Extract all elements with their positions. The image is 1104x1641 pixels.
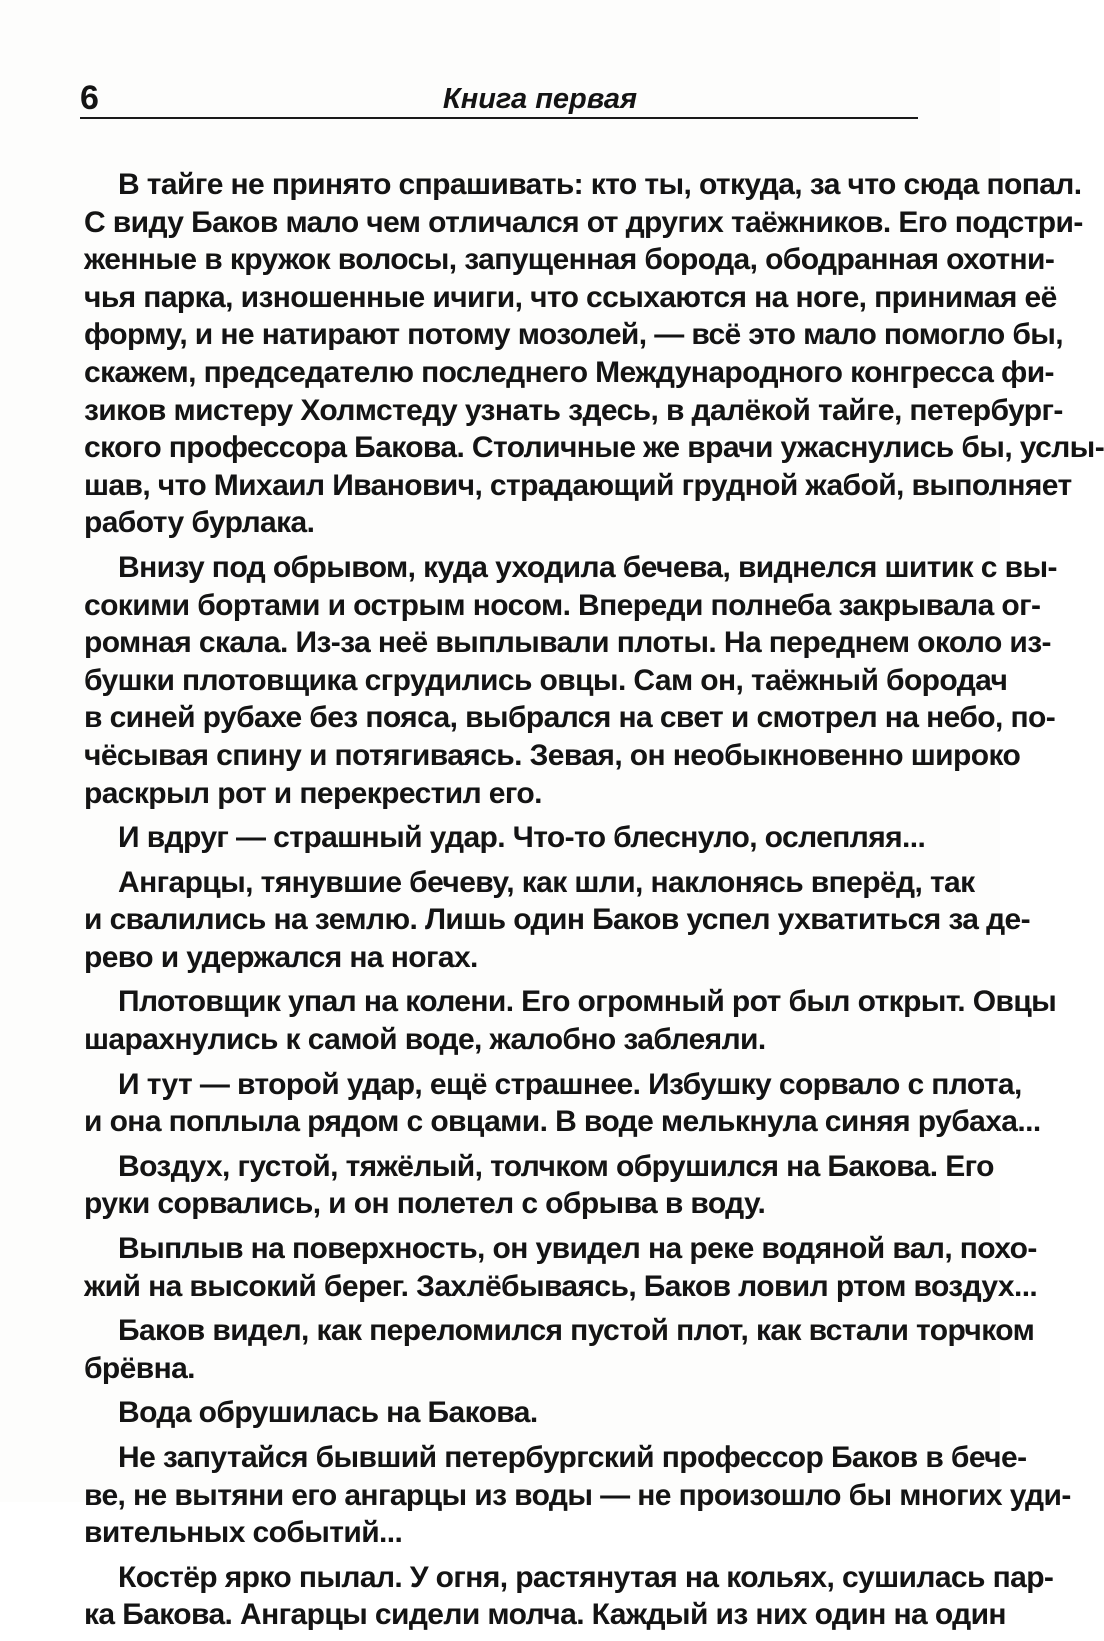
text-line: бушки плотовщика сгрудились овцы. Сам он, таёжный бородач <box>84 663 1008 697</box>
text-line: Костёр ярко пылал. У огня, растянутая на кольях, сушилась пар- <box>118 1560 1054 1594</box>
text-line: шав, что Михаил Иванович, страдающий грудной жабой, выполняет <box>84 468 1072 502</box>
paragraph <box>84 1394 920 1432</box>
text-line: шарахнулись к самой воде, жалобно заблеяли. <box>84 1023 766 1057</box>
paragraph <box>84 1559 1054 1634</box>
text-line: в синей рубахе без пояса, выбрался на свет и смотрел на небо, по- <box>84 701 1056 735</box>
text-line: Выплыв на поверхность, он увидел на реке водяной вал, похо- <box>118 1232 1037 1266</box>
text-line: зиков мистеру Холмстеду узнать здесь, в далёкой тайге, петербург- <box>84 393 1063 427</box>
text-line: ка Бакова. Ангарцы сидели молча. Каждый из них один на один <box>84 1598 1006 1632</box>
text-line: В тайге не принято спрашивать: кто ты, откуда, за что сюда попал. <box>118 168 1082 201</box>
paragraph <box>84 864 1030 977</box>
text-line: рево и удержался на ногах. <box>84 940 478 974</box>
running-title: Книга первая <box>442 83 638 115</box>
text-line: Баков видел, как переломился пустой плот, как встали торчком <box>118 1314 1035 1348</box>
text-line: форму, и не натирают потому мозолей, — всё это мало помогло бы, <box>84 318 1064 352</box>
text-line: вительных событий... <box>84 1516 403 1550</box>
text-line: Плотовщик упал на колени. Его огромный рот был открыт. Овцы <box>118 985 1057 1019</box>
text-line: Ангарцы, тянувшие бечеву, как шли, наклонясь вперёд, так <box>118 865 975 899</box>
text-line: Воздух, густой, тяжёлый, толчком обрушился на Бакова. Его <box>118 1149 994 1183</box>
text-line: ве, не вытяни его ангарцы из воды — не произошло бы многих уди- <box>84 1478 1071 1512</box>
text-line: И вдруг — страшный удар. Что-то блеснуло, ослепляя... <box>118 821 926 855</box>
text-line: руки сорвались, и он полетел с обрыва в воду. <box>84 1187 766 1221</box>
text-line: ского профессора Бакова. Столичные же врачи ужаснулись бы, услы- <box>84 431 1104 465</box>
text-line: Вода обрушилась на Бакова. <box>118 1396 538 1430</box>
text-line: Не запутайся бывший петербургский профессор Баков в бече- <box>118 1441 1027 1474</box>
text-line: работу бурлака. <box>84 506 315 540</box>
paragraph <box>84 1066 1041 1141</box>
text-line: ромная скала. Из-за неё выплывали плоты. На переднем около из- <box>84 626 1051 660</box>
text-line: чья парка, изношенные ичиги, что ссыхаются на ноге, принимая её <box>84 280 1057 314</box>
text-line: и она поплыла рядом с овцами. В воде мелькнула синяя рубаха... <box>84 1105 1041 1139</box>
paragraph <box>84 166 1104 542</box>
paragraph <box>84 1148 994 1223</box>
text-line: И тут — второй удар, ещё страшнее. Избушку сорвало с плота, <box>118 1067 1022 1101</box>
paragraph <box>84 549 1057 812</box>
page-header <box>80 72 920 116</box>
paragraph <box>84 819 926 857</box>
text-line: скажем, председателю последнего Международного конгресса фи- <box>84 355 1054 389</box>
text-line: чёсывая спину и потягиваясь. Зевая, он необыкновенно широко <box>84 738 1021 772</box>
text-line: жий на высокий берег. Захлёбываясь, Баков ловил ртом воздух... <box>84 1269 1038 1303</box>
body-text <box>84 166 1104 1641</box>
text-line: С виду Баков мало чем отличался от других таёжников. Его подстри- <box>84 205 1083 239</box>
text-line: брёвна. <box>84 1351 195 1385</box>
paragraph <box>84 983 1057 1058</box>
page-number: 6 <box>80 79 99 117</box>
text-line: раскрыл рот и перекрестил его. <box>84 776 542 810</box>
paragraph <box>84 1312 1035 1387</box>
text-line: и свалились на землю. Лишь один Баков успел ухватиться за де- <box>84 903 1030 937</box>
text-line: сокими бортами и острым носом. Впереди полнеба закрывала ог- <box>84 588 1041 622</box>
text-line: женные в кружок волосы, запущенная борода, ободранная охотни- <box>84 243 1055 277</box>
header-rule <box>80 117 918 119</box>
text-line: Внизу под обрывом, куда уходила бечева, виднелся шитик с вы- <box>118 550 1057 584</box>
paragraph <box>84 1439 1071 1552</box>
paragraph <box>84 1230 1038 1305</box>
